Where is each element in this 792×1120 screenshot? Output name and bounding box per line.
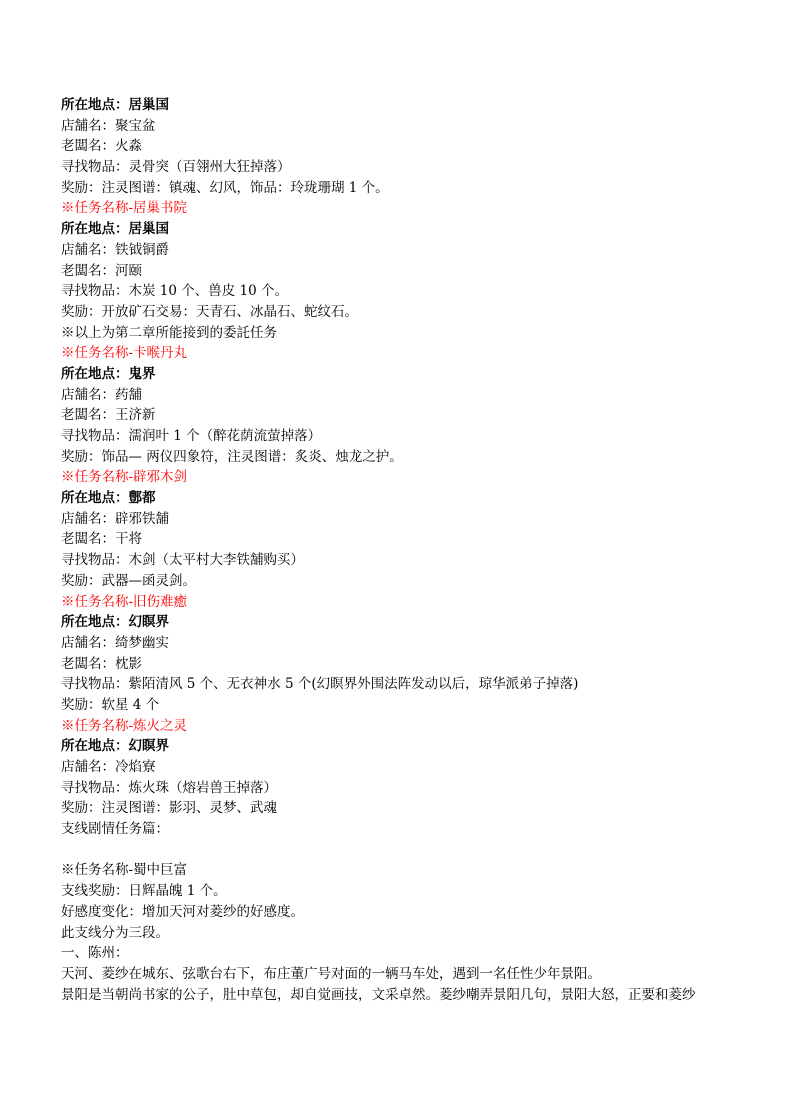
text-line: ※任务名称-蜀中巨富: [61, 862, 188, 879]
text-line: 一、陈州：: [61, 945, 129, 962]
location-heading: 所在地点：鬼界: [61, 365, 156, 382]
text-line: 寻找物品：木炭 10 个、兽皮 10 个。: [61, 283, 289, 300]
task-title: ※任务名称-卡喉丹丸: [61, 345, 188, 362]
text-line: 老闆名：枕影: [61, 655, 142, 672]
text-line: 店舗名：药舗: [61, 386, 142, 403]
task-title: ※任务名称-旧伤难癒: [61, 593, 188, 610]
text-line: 天河、菱纱在城东、弦歌台右下，布庄董广号对面的一辆马车处，遇到一名任性少年景阳。: [61, 965, 601, 982]
text-line: 奖励：注灵图谱：影羽、灵梦、武魂: [61, 800, 277, 817]
text-line: 支线奖励：日辉晶魄 1 个。: [61, 883, 227, 900]
text-line: 此支线分为三段。: [61, 924, 169, 941]
location-heading: 所在地点：幻瞑界: [61, 614, 169, 631]
text-line: 老闆名：干将: [61, 531, 142, 548]
text-line: ※以上为第二章所能接到的委託任务: [61, 324, 277, 341]
text-line: 寻找物品：灵骨突（百翎州大狂掉落）: [61, 159, 291, 176]
blank-line: [61, 840, 752, 861]
text-line: 奖励：软星 4 个: [61, 696, 160, 713]
text-line: 寻找物品：木剑（太平村大李铁舗购买）: [61, 552, 304, 569]
text-line: 寻找物品：炼火珠（熔岩兽王掉落）: [61, 779, 277, 796]
location-heading: 所在地点：居巢国: [61, 221, 169, 238]
task-title: ※任务名称-炼火之灵: [61, 717, 188, 734]
task-title: ※任务名称-辟邪木剑: [61, 469, 188, 486]
text-line: 老闆名：河颐: [61, 262, 142, 279]
text-line: 奖励：武器—函灵剑。: [61, 572, 196, 589]
text-line: 奖励：开放矿石交易：天青石、冰晶石、蛇纹石。: [61, 303, 358, 320]
text-line: 店舗名：辟邪铁舗: [61, 510, 169, 527]
text-line: 奖励：注灵图谱：镇魂、幻风，饰品：玲珑珊瑚 1 个。: [61, 179, 389, 196]
text-line: 好感度变化：增加天河对菱纱的好感度。: [61, 903, 304, 920]
location-heading: 所在地点：幻瞑界: [61, 738, 169, 755]
location-heading: 所在地点：居巢国: [61, 97, 169, 113]
text-line: 店舗名：冷焰寮: [61, 759, 156, 775]
text-line: 店舗名：聚宝盆: [61, 117, 156, 134]
text-line: 寻找物品：紫陌清风 5 个、无衣神水 5 个(幻瞑界外围法阵发动以后，琼华派弟子掉落): [61, 676, 579, 693]
text-line: 景阳是当朝尚书家的公子，肚中草包，却自觉画技，文采卓然。菱纱嘲弄景阳几句，景阳大怒，正要和菱纱: [61, 986, 696, 1003]
text-line: 店舗名：绮梦幽实: [61, 634, 169, 651]
text-line: 老闆名：王济新: [61, 407, 156, 424]
text-line: 奖励：饰品— 两仪四象符，注灵图谱：炙炎、烛龙之护。: [61, 448, 403, 465]
text-line: 店舗名：铁钺铜爵: [61, 241, 169, 258]
text-line: 寻找物品：濡润叶 1 个（醉花荫流萤掉落）: [61, 428, 322, 444]
location-heading: 所在地点：鄷都: [61, 490, 156, 507]
text-line: 老闆名：火淼: [61, 138, 142, 155]
task-title: ※任务名称-居巢书院: [61, 200, 188, 217]
text-line: 支线剧情任务篇：: [61, 821, 169, 838]
